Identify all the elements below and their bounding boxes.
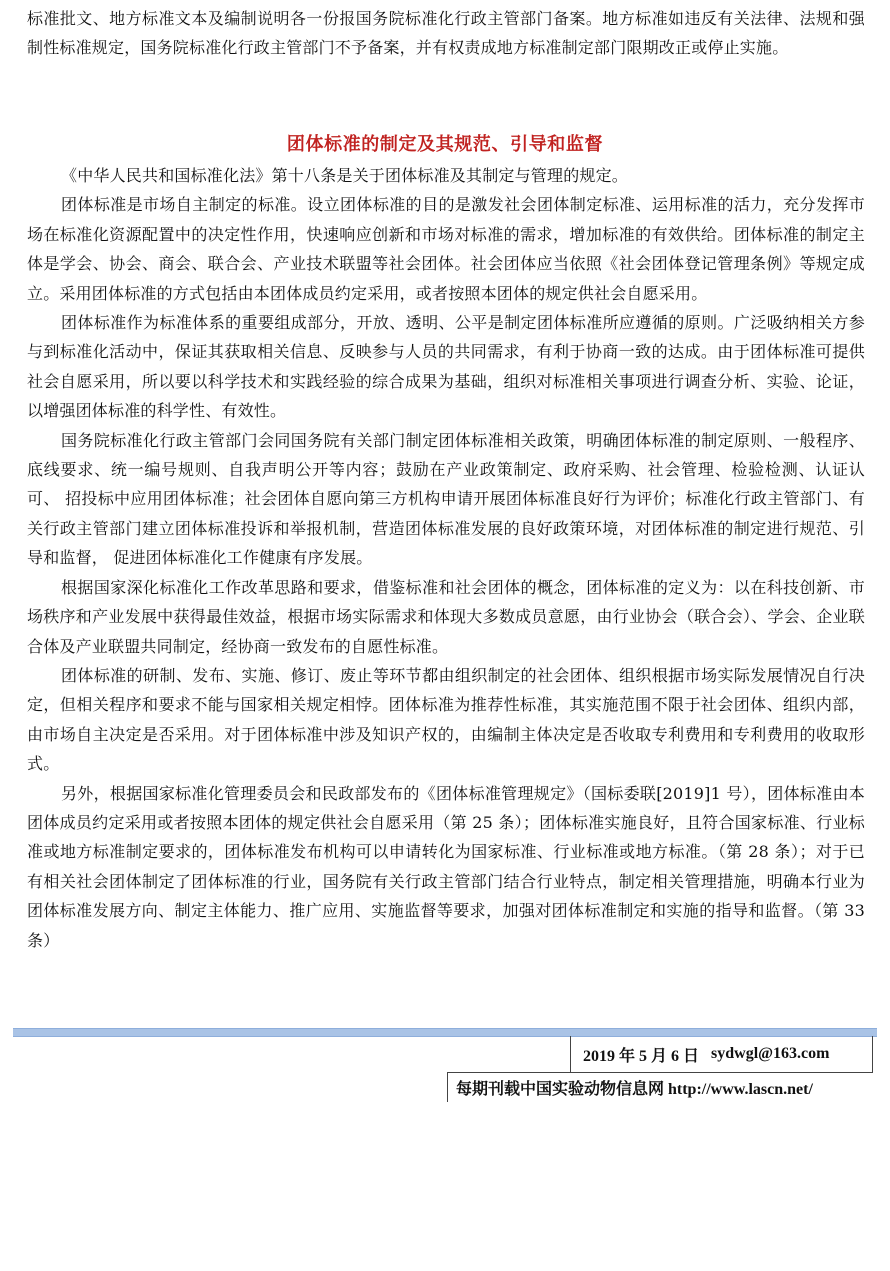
footer-date: 2019 年 5 月 6 日 [583,1047,700,1065]
intro-block [27,4,865,63]
paragraph-lifecycle: 团体标准的研制、发布、实施、修订、废止等环节都由组织制定的社会团体、组织根据市场实际发展情况自行决定，但相关程序和要求不能与国家相关规定相悖。团体标准为推荐性标准，其实施范围不限于社会团体、组织内部，由市场自主决定是否采用。对于团体标准中涉及知识产权的，由编制主体决定是否收取专利费用和专利费用的收取形式。 [27,665,865,774]
intro-paragraph: 标准批文、地方标准文本及编制说明各一份报国务院标准化行政主管部门备案。地方标准如违反有关法律、法规和强制性标准规定，国务院标准化行政主管部门不予备案，并有权责成地方标准制定部门限期改正或停止实施。 [27,9,865,58]
paragraph-policy: 国务院标准化行政主管部门会同国务院有关部门制定团体标准相关政策，明确团体标准的制定原则、一般程序、底线要求、统一编号规则、自我声明公开等内容；鼓励在产业政策制定、政府采购、社会管理、检验检测、认证认可、 招投标中应用团体标准；社会团体自愿向第三方机构申请开展团体标准良好行为评价；标准化行政主管部门、有关行政主管部门建立团体标准投诉和举报机制，营造团体标准发展的良好政策环境，对团体标准的制定进行规范、引导和监督， 促进团体标准化工作健康有序发展。 [27,430,865,568]
footer-email: sydwgl@163.com [711,1045,830,1062]
paragraph-law-reference: 《中华人民共和国标准化法》第十八条是关于团体标准及其制定与管理的规定。 [61,166,629,185]
footer-site-box [447,1072,873,1102]
footer-date-box [570,1036,873,1072]
footer-site-text: 每期刊载中国实验动物信息网 http://www.lascn.net/ [456,1080,813,1098]
paragraph-regulations: 另外，根据国家标准化管理委员会和民政部发布的《团体标准管理规定》（国标委联[2019]1 号），团体标准由本团体成员约定采用或者按照本团体的规定供社会自愿采用（第 25 条）；团体标准实施良好，且符合国家标准、行业标准或地方标准制定要求的，团体标准发布机构可以申请转化为国家标准、行业标准或地方标准。（第 28 条）；对于已有相关社会团体制定了团体标准的行业，国务院有关行政主管部门结合行业特点，制定相关管理措施，明确本行业为团体标准发展方向、制定主体能力、推广应用、实施监督等要求，加强对团体标准制定和实施的指导和监督。（第 33 条） [27,783,865,950]
paragraph-principles: 团体标准作为标准体系的重要组成部分，开放、透明、公平是制定团体标准所应遵循的原则。广泛吸纳相关方参与到标准化活动中，保证其获取相关信息、反映参与人员的共同需求，有利于协商一致的达成。由于团体标准可提供社会自愿采用，所以要以科学技术和实践经验的综合成果为基础，组织对标准相关事项进行调查分析、实验、论证，以增强团体标准的科学性、有效性。 [27,313,865,421]
section-body [27,161,865,955]
paragraph-definition: 团体标准是市场自主制定的标准。设立团体标准的目的是激发社会团体制定标准、运用标准的活力，充分发挥市场在标准化资源配置中的决定性作用，快速响应创新和市场对标准的需求，增加标准的有效供给。团体标准的制定主体是学会、协会、商会、联合会、产业技术联盟等社会团体。社会团体应当依照《社会团体登记管理条例》等规定成立。采用团体标准的方式包括由本团体成员约定采用，或者按照本团体的规定供社会自愿采用。 [27,195,865,303]
section-title: 团体标准的制定及其规范、引导和监督 [286,134,604,155]
paragraph-concept: 根据国家深化标准化工作改革思路和要求，借鉴标准和社会团体的概念，团体标准的定义为：以在科技创新、市场秩序和产业发展中获得最佳效益，根据市场实际需求和体现大多数成员意愿，由行业协会（联合会）、学会、企业联合体及产业联盟共同制定，经协商一致发布的自愿性标准。 [27,577,865,656]
